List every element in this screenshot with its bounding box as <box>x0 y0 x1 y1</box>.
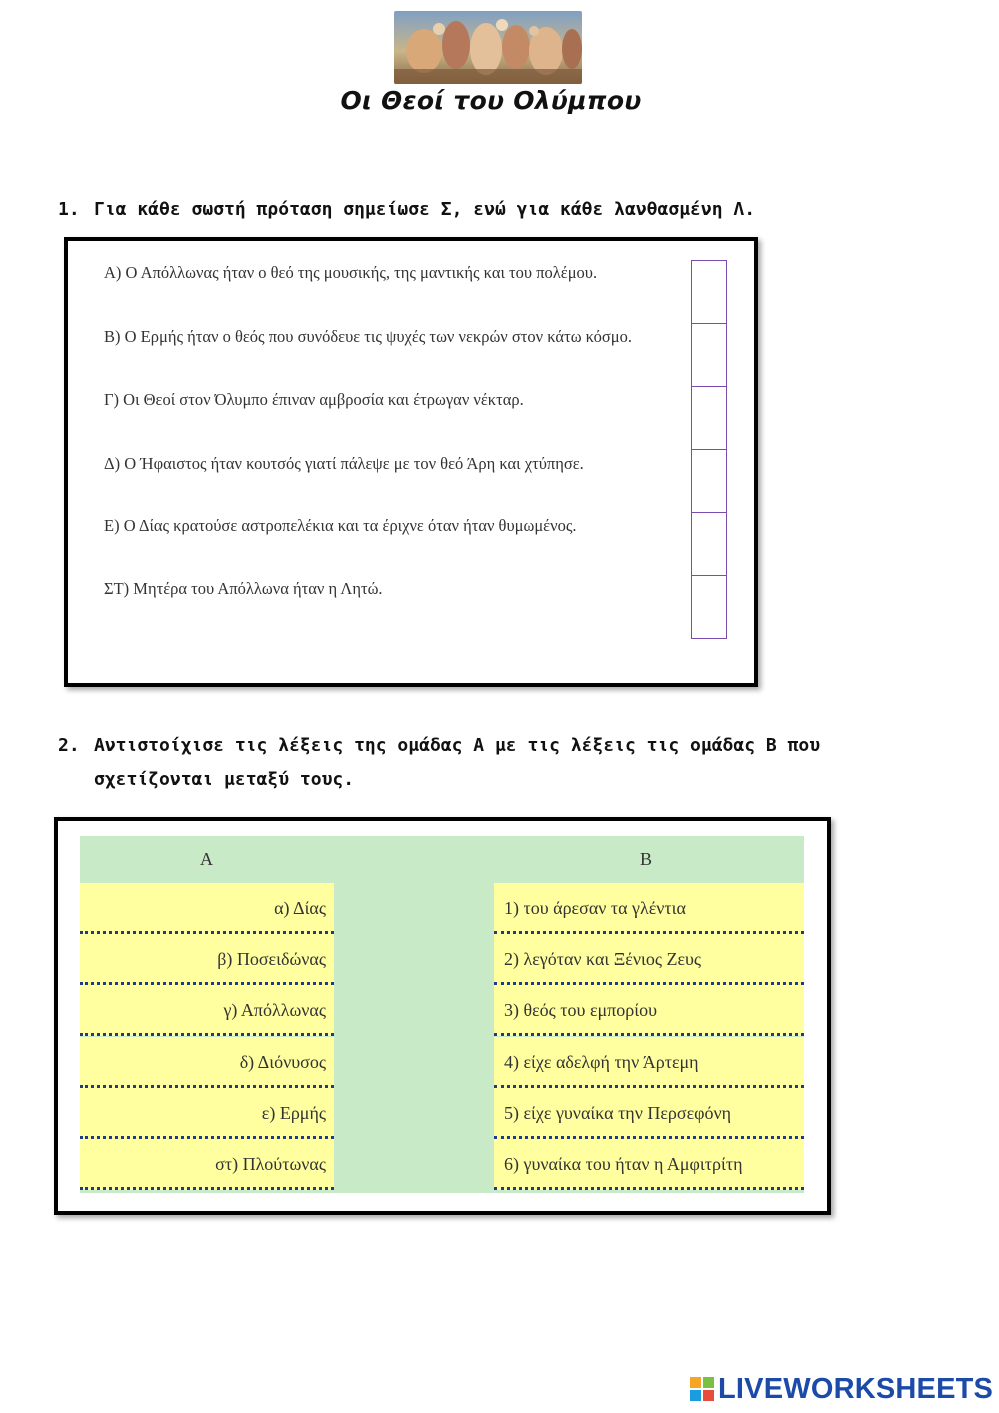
question-2-text-line2: σχετίζονται μεταξύ τους. <box>94 769 355 790</box>
question-2-text-line1: Αντιστοίχισε τις λέξεις της ομάδας Α με τις λέξεις τις ομάδας Β που <box>94 735 821 756</box>
olympus-painting <box>394 11 582 84</box>
column-b-header: Β <box>640 849 653 869</box>
column-a-item[interactable]: ε) Ερμής <box>80 1088 334 1139</box>
column-b-item[interactable]: 1) του άρεσαν τα γλέντια <box>494 883 804 934</box>
statement-c: Γ) Οι Θεοί στον Όλυμπο έπιναν αμβροσία και έτρωγαν νέκταρ. <box>104 390 524 409</box>
liveworksheets-logo-icon <box>690 1377 714 1401</box>
column-b-item[interactable]: 4) είχε αδελφή την Άρτεμη <box>494 1037 804 1088</box>
column-a-header: Α <box>200 849 213 869</box>
true-false-panel <box>64 237 758 687</box>
column-b-item[interactable]: 5) είχε γυναίκα την Περσεφόνη <box>494 1088 804 1139</box>
answer-box-c[interactable] <box>691 386 727 450</box>
answer-box-d[interactable] <box>691 449 727 513</box>
answer-box-a[interactable] <box>691 260 727 324</box>
statement-b: Β) Ο Ερμής ήταν ο θεός που συνόδευε τις ψυχές των νεκρών στον κάτω κόσμο. <box>104 327 632 346</box>
question-1-prompt <box>58 193 755 227</box>
column-a-item[interactable]: α) Δίας <box>80 883 334 934</box>
column-a-item[interactable]: δ) Διόνυσος <box>80 1037 334 1088</box>
statement-d: Δ) Ο Ήφαιστος ήταν κουτσός γιατί πάλεψε με τον θεό Άρη και χτύπησε. <box>104 454 584 473</box>
answer-box-e[interactable] <box>691 512 727 576</box>
column-a-item[interactable]: β) Ποσειδώνας <box>80 934 334 985</box>
column-a-item[interactable]: γ) Απόλλωνας <box>80 985 334 1036</box>
statement-e: Ε) Ο Δίας κρατούσε αστροπελέκια και τα έριχνε όταν ήταν θυμωμένος. <box>104 516 577 535</box>
statement-a: Α) Ο Απόλλωνας ήταν ο θεό της μουσικής, της μαντικής και του πολέμου. <box>104 263 598 282</box>
logo-text: LIVEWORKSHEETS <box>718 1372 994 1405</box>
page-title: Οι Θεοί του Ολύμπου <box>340 86 642 115</box>
column-b-item[interactable]: 2) λεγόταν και Ξένιος Ζευς <box>494 934 804 985</box>
column-a-item[interactable]: στ) Πλούτωνας <box>80 1139 334 1190</box>
matching-panel <box>54 817 831 1215</box>
column-b-item[interactable]: 3) θεός του εμπορίου <box>494 985 804 1036</box>
question-2-number: 2. <box>58 735 80 756</box>
liveworksheets-logo <box>690 1373 993 1405</box>
answer-box-st[interactable] <box>691 575 727 639</box>
column-b-item[interactable]: 6) γυναίκα του ήταν η Αμφιτρίτη <box>494 1139 804 1190</box>
question-2-prompt <box>58 729 820 797</box>
question-1-text: Για κάθε σωστή πρόταση σημείωσε Σ, ενώ για κάθε λανθασμένη Λ. <box>94 199 756 220</box>
answer-box-b[interactable] <box>691 323 727 387</box>
question-1-number: 1. <box>58 199 80 220</box>
statement-st: ΣΤ) Μητέρα του Απόλλωνα ήταν η Λητώ. <box>104 579 383 598</box>
